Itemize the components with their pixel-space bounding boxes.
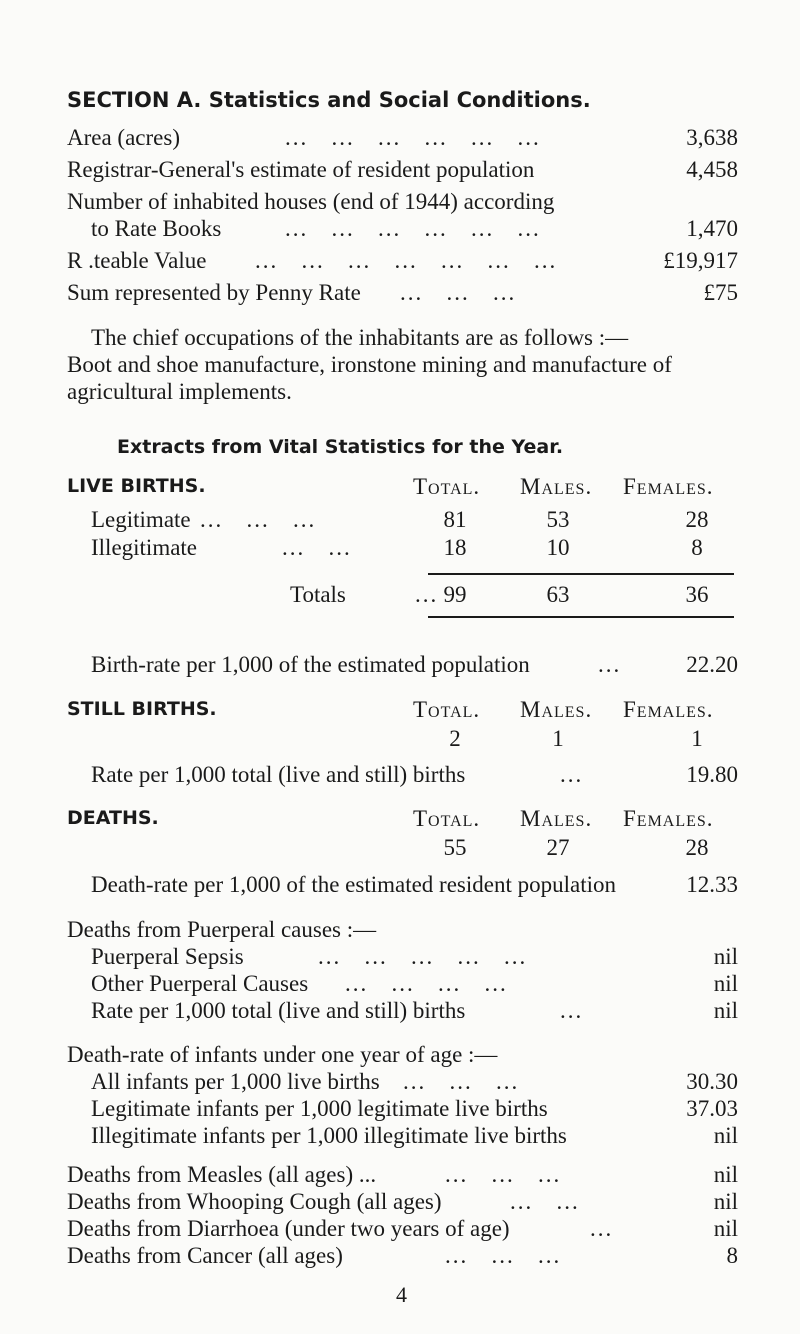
table-row-label: Legitimate: [91, 507, 191, 532]
column-header-total: Total.: [413, 806, 481, 831]
leader-dots: ... ... ... ... ... ...: [285, 125, 541, 150]
leader-dots: ... ... ...: [200, 507, 317, 532]
occupations-line1: The chief occupations of the inhabitants are as follows :—: [91, 325, 629, 350]
still-rate-label: Rate per 1,000 total (live and still) births: [91, 762, 466, 787]
section-title: SECTION A. Statistics and Social Conditions.: [67, 88, 591, 112]
list-item: Illegitimate infants per 1,000 illegitimate live births: [91, 1123, 567, 1148]
penny-rate-value: £75: [703, 280, 738, 305]
leader-dots: ... ... ...: [445, 1243, 562, 1268]
column-header-total: Total.: [413, 697, 481, 722]
deaths-heading: DEATHS.: [67, 807, 159, 829]
infants-heading: Death-rate of infants under one year of age :—: [67, 1042, 498, 1067]
leader-dots: ... ... ...: [403, 1069, 520, 1094]
column-header-males: Males.: [520, 806, 593, 831]
leader-dots: ...: [415, 582, 439, 607]
houses-label-line1: Number of inhabited houses (end of 1944) according: [67, 189, 555, 214]
legitimate-females: 28: [685, 507, 709, 532]
still-rate-value: 19.80: [686, 762, 738, 787]
birth-rate-value: 22.20: [686, 652, 738, 677]
column-header-females: Females.: [623, 806, 714, 831]
death-rate-label: Death-rate per 1,000 of the estimated resident population: [91, 872, 616, 897]
still-births-females: 1: [691, 726, 703, 751]
legitimate-infants-value: 37.03: [686, 1096, 738, 1121]
rateable-value: £19,917: [663, 248, 738, 273]
occupations-line3: agricultural implements.: [67, 379, 292, 404]
diarrhoea-value: nil: [713, 1216, 738, 1241]
leader-dots: ...: [560, 998, 584, 1023]
rateable-label: R .teable Value: [67, 248, 207, 273]
area-label: Area (acres): [67, 125, 180, 150]
deaths-females: 28: [685, 835, 709, 860]
illegitimate-males: 10: [546, 535, 570, 560]
death-rate-value: 12.33: [686, 872, 738, 897]
totals-males: 63: [546, 582, 570, 607]
list-item: Legitimate infants per 1,000 legitimate live births: [91, 1096, 548, 1121]
puerperal-heading: Deaths from Puerperal causes :—: [67, 917, 377, 942]
column-header-females: Females.: [623, 474, 714, 499]
column-header-females: Females.: [623, 697, 714, 722]
leader-dots: ... ... ... ...: [345, 971, 508, 996]
illegitimate-females: 8: [691, 535, 703, 560]
still-births-heading: STILL BIRTHS.: [67, 698, 217, 720]
totals-label: Totals: [290, 582, 346, 607]
birth-rate-label: Birth-rate per 1,000 of the estimated population: [91, 652, 530, 677]
column-header-total: Total.: [413, 474, 481, 499]
table-row-label: Illegitimate: [91, 535, 198, 560]
list-item: Deaths from Diarrhoea (under two years of age): [67, 1216, 510, 1241]
extracts-title: Extracts from Vital Statistics for the Year.: [117, 436, 564, 458]
leader-dots: ... ...: [510, 1189, 580, 1214]
totals-total: 99: [443, 582, 467, 607]
live-births-heading: LIVE BIRTHS.: [67, 475, 206, 497]
list-item: Deaths from Whooping Cough (all ages): [67, 1189, 442, 1214]
puerperal-sepsis-value: nil: [713, 944, 738, 969]
list-item: Rate per 1,000 total (live and still) births: [91, 998, 466, 1023]
puerperal-rate-value: nil: [713, 998, 738, 1023]
leader-dots: ...: [560, 762, 584, 787]
totals-females: 36: [685, 582, 709, 607]
column-header-males: Males.: [520, 697, 593, 722]
list-item: Deaths from Measles (all ages) ...: [67, 1162, 377, 1187]
legitimate-males: 53: [546, 507, 570, 532]
leader-dots: ... ... ... ... ... ... ...: [255, 248, 558, 273]
whooping-cough-value: nil: [713, 1189, 738, 1214]
leader-dots: ... ... ...: [445, 1162, 562, 1187]
area-value: 3,638: [686, 125, 738, 150]
column-header-males: Males.: [520, 474, 593, 499]
houses-value: 1,470: [686, 216, 738, 241]
population-label: Registrar-General's estimate of resident population: [67, 157, 535, 182]
leader-dots: ... ...: [282, 535, 352, 560]
still-births-total: 2: [449, 726, 461, 751]
leader-dots: ... ... ... ... ... ...: [285, 216, 541, 241]
list-item: Deaths from Cancer (all ages): [67, 1243, 343, 1268]
all-infants-value: 30.30: [686, 1069, 738, 1094]
leader-dots: ...: [598, 652, 622, 677]
illegitimate-total: 18: [443, 535, 467, 560]
page-number: 4: [396, 1282, 407, 1307]
leader-dots: ... ... ...: [400, 280, 517, 305]
still-births-males: 1: [552, 726, 564, 751]
deaths-total: 55: [443, 835, 467, 860]
occupations-line2: Boot and shoe manufacture, ironstone mining and manufacture of: [67, 352, 672, 377]
legitimate-total: 81: [443, 507, 467, 532]
population-value: 4,458: [686, 157, 738, 182]
list-item: Other Puerperal Causes: [91, 971, 309, 996]
leader-dots: ...: [590, 1216, 614, 1241]
measles-value: nil: [713, 1162, 738, 1187]
list-item: Puerperal Sepsis: [91, 944, 244, 969]
cancer-value: 8: [726, 1243, 738, 1268]
houses-label-line2: to Rate Books: [91, 216, 222, 241]
leader-dots: ... ... ... ... ...: [318, 944, 528, 969]
rule-bottom: [428, 616, 734, 618]
rule-top: [428, 573, 734, 575]
penny-rate-label: Sum represented by Penny Rate: [67, 280, 361, 305]
illegitimate-infants-value: nil: [713, 1123, 738, 1148]
deaths-males: 27: [546, 835, 570, 860]
other-puerperal-value: nil: [713, 971, 738, 996]
list-item: All infants per 1,000 live births: [91, 1069, 380, 1094]
